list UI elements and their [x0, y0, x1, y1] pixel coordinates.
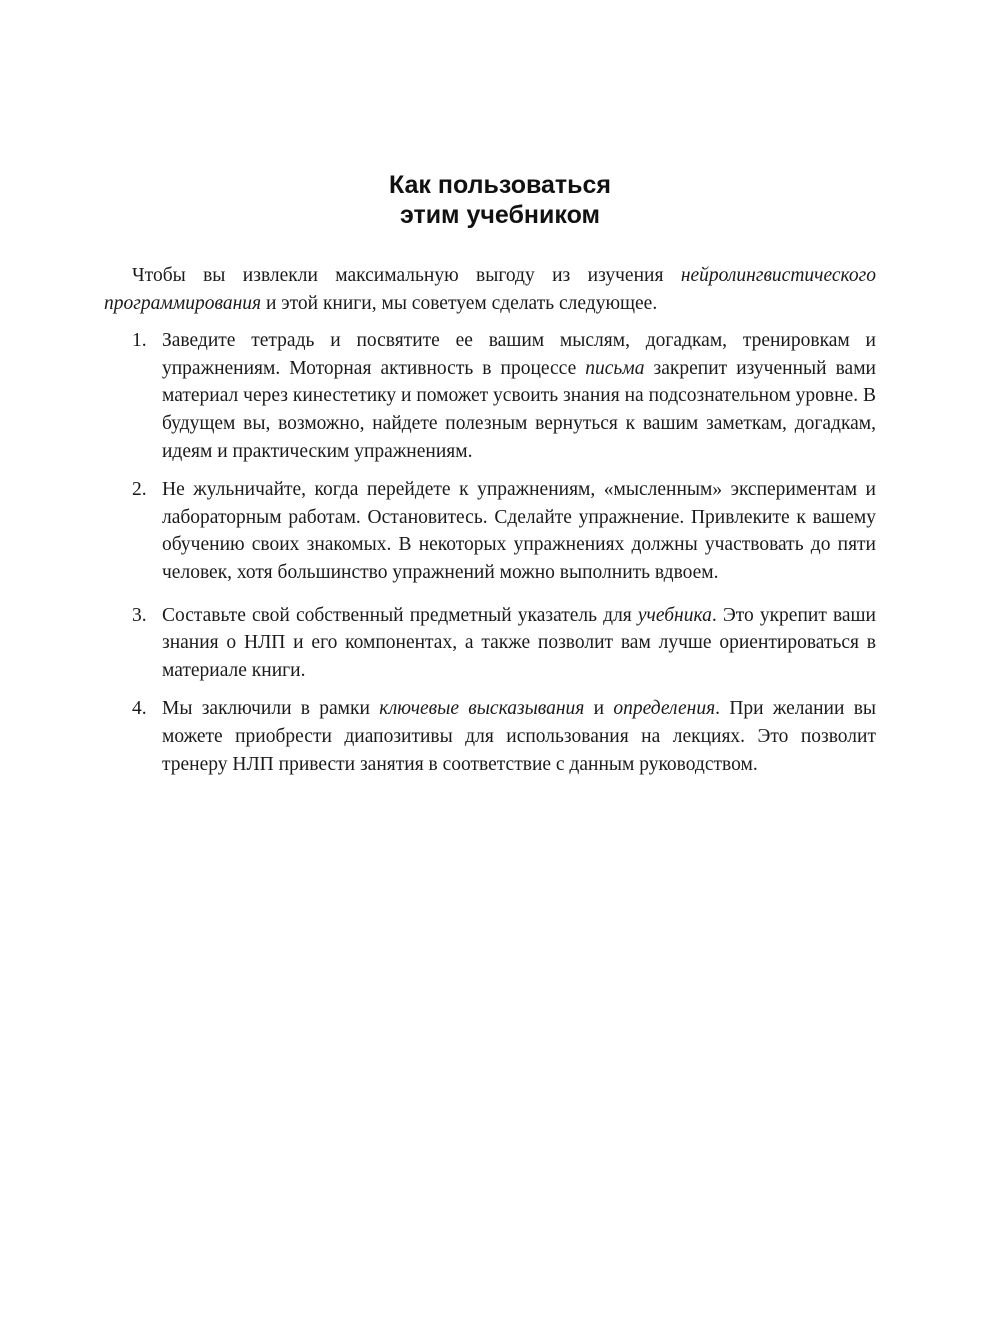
list-item-text: закрепит изученный вами материал через кинестетику и поможет усвоить знания на подсознательном уровне. В будущем вы, возможно, найдете полезным вернуться к вашим заметкам, догадкам, идеям и практическим упражнениям. — [162, 357, 876, 462]
list-item — [104, 327, 876, 465]
list-item-text: Мы заключили в рамки — [162, 698, 380, 720]
list-item-italic: определения — [613, 698, 716, 720]
list-item-text: . При желании вы можете приобрести диапозитивы для использования на лекциях. Это позволит тренеру НЛП привести занятия в соответствие с данным руководством. — [162, 698, 877, 775]
list-item-italic: письма — [585, 357, 645, 379]
list-item-number: 1. — [132, 330, 147, 352]
list-item — [104, 695, 876, 778]
list-item-number: 2. — [132, 479, 147, 501]
list-item-text: . Это укрепит ваши знания о НЛП и его компонентах, а также позволит вам лучше ориентироваться в материале книги. — [162, 604, 876, 681]
intro-paragraph — [104, 262, 876, 317]
intro-text-2: и этой книги, мы советуем сделать следующее. — [261, 292, 658, 314]
list-item — [104, 476, 876, 586]
list-item-number: 4. — [132, 698, 147, 720]
list-item-text: Составьте свой собственный предметный указатель для — [162, 604, 638, 626]
page-title — [0, 170, 1000, 230]
intro-italic-term: нейролингвистического программирования — [104, 265, 876, 314]
list-item-italic: учебника — [637, 604, 712, 626]
list-item-text: Заведите тетрадь и посвятите ее вашим мыслям, догадкам, тренировкам и упражнениям. Моторная активность в процессе — [162, 330, 876, 379]
body-text — [104, 262, 876, 778]
title-line-1: Как пользоваться — [388, 171, 612, 199]
intro-text-1: Чтобы вы извлекли максимальную выгоду из изучения — [132, 265, 681, 286]
list-item-number: 3. — [132, 604, 147, 626]
list-item — [104, 602, 876, 685]
title-line-2: этим учебником — [399, 201, 601, 229]
list-item-text: Не жульничайте, когда перейдете к упражнениям, «мысленным» экспериментам и лабораторным работам. Остановитесь. Сделайте упражнение. Привлеките к вашему обучению своих знакомых. В некоторых упражнениях должны участвовать до пяти человек, хотя большинство упражнений можно выполнить вдвоем. — [162, 479, 876, 583]
list-item-italic: ключевые высказывания — [379, 698, 585, 720]
list-item-text: и — [584, 698, 614, 720]
recommendations-list — [104, 327, 876, 778]
